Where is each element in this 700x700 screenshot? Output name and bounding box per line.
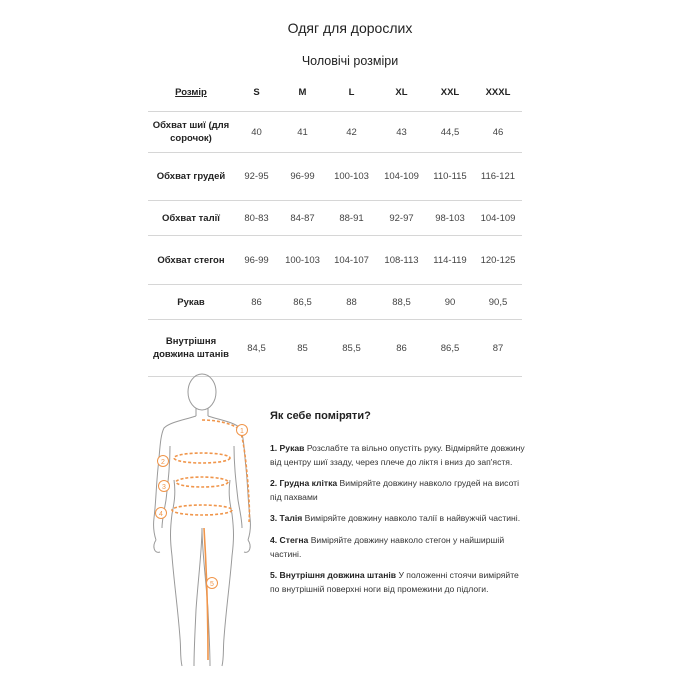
row-label: Рукав bbox=[148, 285, 234, 320]
table-row bbox=[148, 153, 522, 201]
row-label: Внутрішня довжина штанів bbox=[148, 320, 234, 377]
step-title: 2. Грудна клітка bbox=[270, 478, 338, 489]
header-s: S bbox=[234, 73, 279, 112]
measuring-instructions bbox=[270, 410, 530, 604]
page-subtitle: Чоловічі розміри bbox=[301, 54, 399, 68]
table-cell: 98-103 bbox=[426, 201, 474, 236]
page-title: Одяг для дорослих bbox=[287, 20, 413, 36]
table-cell: 86,5 bbox=[426, 320, 474, 377]
table-cell: 116-121 bbox=[474, 153, 522, 201]
table-cell: 100-103 bbox=[279, 236, 326, 285]
header-xxxl: XXXL bbox=[474, 73, 522, 112]
instruction-step bbox=[270, 534, 530, 561]
svg-text:3: 3 bbox=[162, 484, 166, 491]
table-cell: 92-97 bbox=[377, 201, 426, 236]
table-cell: 90 bbox=[426, 285, 474, 320]
table-cell: 46 bbox=[474, 112, 522, 153]
instruction-step bbox=[270, 569, 530, 596]
svg-text:2: 2 bbox=[161, 459, 165, 466]
instructions-heading: Як себе поміряти? bbox=[270, 410, 371, 422]
marker-5 bbox=[207, 578, 218, 589]
row-label: Обхват стегон bbox=[148, 236, 234, 285]
header-xxl: XXL bbox=[426, 73, 474, 112]
measure-lines bbox=[172, 420, 249, 660]
table-row bbox=[148, 285, 522, 320]
step-text: У положенні стоячи виміряйте по внутрішній поверхні ноги від промежини до підлоги. bbox=[270, 570, 519, 594]
step-text: Виміряйте довжину навколо стегон у найширшій частині. bbox=[270, 534, 505, 559]
row-label: Обхват талії bbox=[148, 201, 234, 236]
table-cell: 90,5 bbox=[474, 285, 522, 320]
table-cell: 114-119 bbox=[426, 236, 474, 285]
instruction-step bbox=[270, 442, 530, 469]
table-cell: 104-109 bbox=[474, 201, 522, 236]
step-text: Розслабте та вільно опустіть руку. Відміряйте довжину від центру шиї ззаду, через плече до ліктя і вниз до зап'ястя. bbox=[270, 443, 525, 467]
header-size: Розмір bbox=[148, 73, 234, 112]
table-row bbox=[148, 320, 522, 377]
step-title: 4. Стегна bbox=[270, 534, 309, 545]
table-cell: 84-87 bbox=[279, 201, 326, 236]
size-table bbox=[148, 73, 522, 377]
table-cell: 42 bbox=[326, 112, 377, 153]
table-cell: 44,5 bbox=[426, 112, 474, 153]
svg-text:4: 4 bbox=[159, 511, 163, 518]
table-cell: 87 bbox=[474, 320, 522, 377]
table-row bbox=[148, 112, 522, 153]
table-cell: 96-99 bbox=[234, 236, 279, 285]
table-header-row bbox=[148, 73, 522, 112]
table-row bbox=[148, 236, 522, 285]
table-cell: 108-113 bbox=[377, 236, 426, 285]
table-cell: 43 bbox=[377, 112, 426, 153]
marker-2 bbox=[158, 456, 169, 467]
marker-1 bbox=[237, 425, 248, 436]
table-cell: 40 bbox=[234, 112, 279, 153]
row-label: Обхват грудей bbox=[148, 153, 234, 201]
table-cell: 85,5 bbox=[326, 320, 377, 377]
header-xl: XL bbox=[377, 73, 426, 112]
table-cell: 85 bbox=[279, 320, 326, 377]
table-cell: 104-107 bbox=[326, 236, 377, 285]
marker-4 bbox=[156, 508, 167, 519]
table-cell: 88,5 bbox=[377, 285, 426, 320]
step-text: Виміряйте довжину навколо грудей на висоті під пахвами bbox=[270, 478, 520, 502]
table-cell: 96-99 bbox=[279, 153, 326, 201]
table-cell: 110-115 bbox=[426, 153, 474, 201]
step-title: 1. Рукав bbox=[270, 443, 305, 453]
body-measurement-figure bbox=[148, 370, 258, 670]
table-cell: 120-125 bbox=[474, 236, 522, 285]
svg-text:1: 1 bbox=[240, 428, 244, 435]
instruction-step bbox=[270, 477, 530, 504]
instruction-step bbox=[270, 512, 530, 526]
table-cell: 86,5 bbox=[279, 285, 326, 320]
body-outline bbox=[154, 374, 251, 666]
table-cell: 92-95 bbox=[234, 153, 279, 201]
table-cell: 80-83 bbox=[234, 201, 279, 236]
svg-text:5: 5 bbox=[210, 581, 214, 588]
table-cell: 88-91 bbox=[326, 201, 377, 236]
table-cell: 41 bbox=[279, 112, 326, 153]
table-cell: 86 bbox=[377, 320, 426, 377]
header-l: L bbox=[326, 73, 377, 112]
table-cell: 104-109 bbox=[377, 153, 426, 201]
step-title: 3. Талія bbox=[270, 513, 303, 524]
step-text: Виміряйте довжину навколо талії в найвужчій частині. bbox=[302, 513, 521, 524]
table-cell: 84,5 bbox=[234, 320, 279, 377]
header-m: M bbox=[279, 73, 326, 112]
table-cell: 100-103 bbox=[326, 153, 377, 201]
step-title: 5. Внутрішня довжина штанів bbox=[270, 570, 397, 581]
table-cell: 86 bbox=[234, 285, 279, 320]
table-row bbox=[148, 201, 522, 236]
row-label: Обхват шиї (для сорочок) bbox=[148, 112, 234, 153]
marker-3 bbox=[159, 481, 170, 492]
table-cell: 88 bbox=[326, 285, 377, 320]
